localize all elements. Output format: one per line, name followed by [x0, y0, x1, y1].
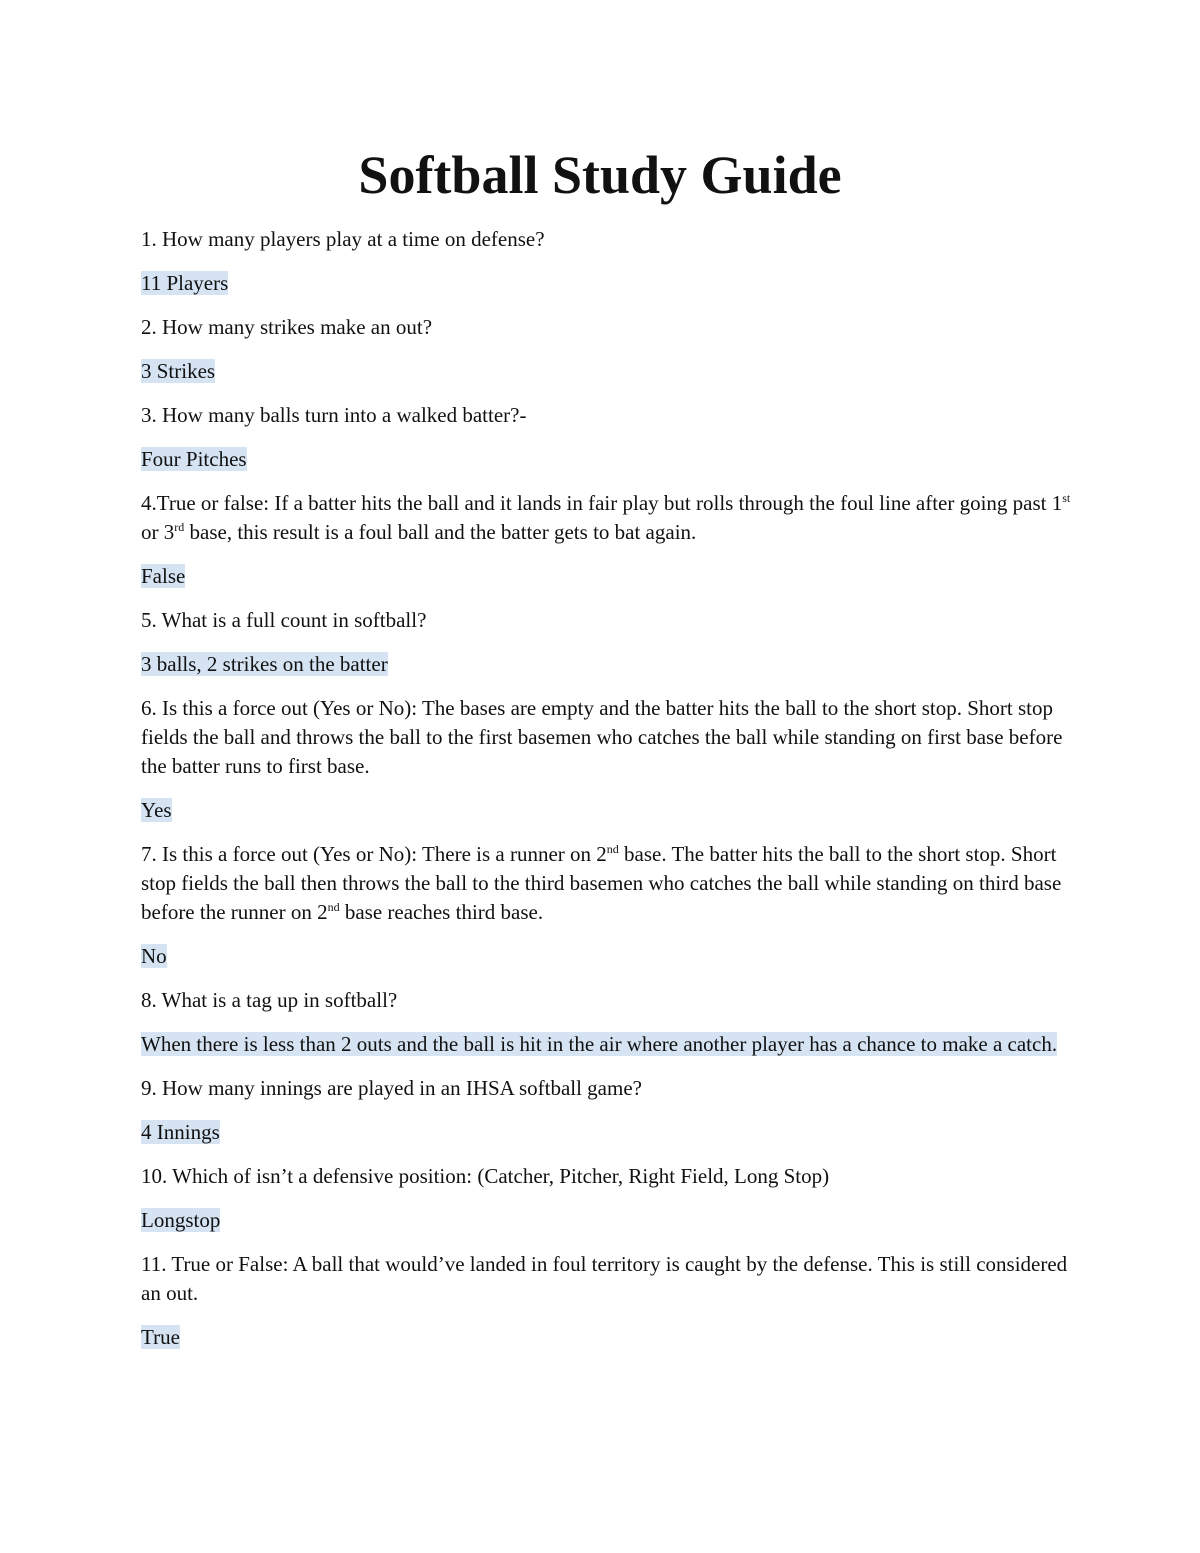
answer-4 [141, 562, 1071, 591]
question-4-text-2: or 3 [141, 520, 175, 544]
ordinal-suffix: st [1062, 491, 1071, 505]
answer-highlight: 11 Players [141, 271, 229, 295]
question-7 [141, 840, 1071, 927]
question-5: 5. What is a full count in softball? [141, 608, 427, 632]
answer-highlight: When there is less than 2 outs and the ball is hit in the air where another player has a chance to make a catch. [141, 1032, 1058, 1056]
answer-8 [141, 1030, 1071, 1059]
answer-highlight: 4 Innings [141, 1120, 220, 1144]
answer-7 [141, 942, 1071, 971]
question-8: 8. What is a tag up in softball? [141, 988, 398, 1012]
answer-10 [141, 1206, 1071, 1235]
answer-11 [141, 1323, 1071, 1352]
answer-highlight: True [141, 1325, 180, 1349]
ordinal-suffix: rd [174, 520, 185, 534]
answer-highlight: False [141, 564, 186, 588]
answer-6 [141, 796, 1071, 825]
question-7-text-1: 7. Is this a force out (Yes or No): There is a runner on 2 [141, 842, 607, 866]
answer-highlight: Yes [141, 798, 172, 822]
question-11: 11. True or False: A ball that would’ve landed in foul territory is caught by the defense. This is still considered an out. [141, 1252, 1068, 1305]
ordinal-suffix: nd [327, 900, 340, 914]
question-3: 3. How many balls turn into a walked batter?- [141, 403, 527, 427]
question-4-text-1: 4.True or false: If a batter hits the ball and it lands in fair play but rolls through the foul line after going past 1 [141, 491, 1063, 515]
question-1: 1. How many players play at a time on defense? [141, 227, 545, 251]
question-7-text-2: base. The batter hits the ball to the short stop. Short stop fields the ball then throws the ball to the third basemen who catches the ball while standing on third base before the runner on 2 [141, 842, 1062, 924]
question-4-text-3: base, this result is a foul ball and the batter gets to bat again. [184, 520, 697, 544]
answer-highlight: 3 balls, 2 strikes on the batter [141, 652, 388, 676]
answer-9 [141, 1118, 1071, 1147]
page-title: Softball Study Guide [358, 145, 842, 205]
answer-5 [141, 650, 1071, 679]
answer-highlight: No [141, 944, 167, 968]
answer-1 [141, 269, 1071, 298]
question-2: 2. How many strikes make an out? [141, 315, 433, 339]
answer-highlight: Longstop [141, 1208, 221, 1232]
answer-3 [141, 445, 1071, 474]
answer-highlight: Four Pitches [141, 447, 247, 471]
ordinal-suffix: nd [606, 842, 619, 856]
question-4 [141, 489, 1071, 547]
question-9: 9. How many innings are played in an IHSA softball game? [141, 1076, 642, 1100]
answer-2 [141, 357, 1071, 386]
question-10: 10. Which of isn’t a defensive position: (Catcher, Pitcher, Right Field, Long Stop) [141, 1164, 830, 1188]
question-6: 6. Is this a force out (Yes or No): The bases are empty and the batter hits the ball to the short stop. Short stop fields the ball and throws the ball to the first basemen who catches the ball while standing on first base before the batter runs to first base. [141, 696, 1063, 778]
study-guide-content [141, 225, 1071, 1367]
question-7-text-3: base reaches third base. [339, 900, 544, 924]
answer-highlight: 3 Strikes [141, 359, 216, 383]
